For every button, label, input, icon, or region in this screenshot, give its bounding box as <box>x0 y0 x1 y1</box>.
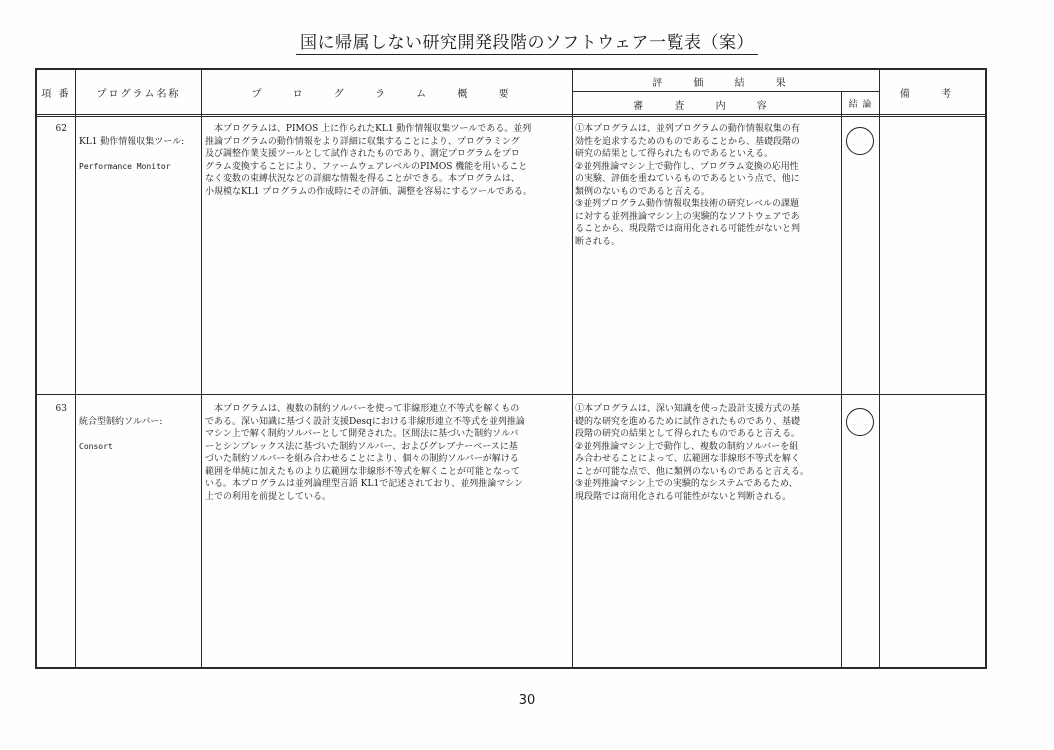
row-63-item-no: 63 <box>55 404 67 414</box>
row-62-name-en: Performance Monitor <box>79 161 171 171</box>
header-program-name: プログラム名称 <box>96 89 181 100</box>
row-63-name-jp: 統合型制約ソルバー: <box>79 416 163 427</box>
row-63-conclusion-circle <box>846 408 874 436</box>
row-62-program-name <box>79 123 201 186</box>
header-evaluation: 評 価 結 果 <box>652 78 800 89</box>
table-border-bottom <box>35 667 987 669</box>
row-62-name-jp: KL1 動作情報収集ツール: <box>79 136 185 147</box>
header-remarks: 備 考 <box>899 89 966 100</box>
header-review: 審 査 内 容 <box>633 101 781 112</box>
row-63-review: ①本プログラムは、深い知識を使った設計支援方式の基 礎的な研究を進めるために試作されたものであり、基礎 段階の研究の結果として得られたものであると言える。 ②並列推論マシン上で動作し、複数の制約ソルバーを組 み合わせることによって、広範囲な非線形不等式を解く ことが可能な点で、他に類例のないものであると言える。 ③並列推論マシン上での実験的なシステムであるため、 現段階では商用化される可能性がないと判断される。 <box>575 404 809 502</box>
page-number: 30 <box>518 693 536 708</box>
header-overview: プ ロ グ ラ ム 概 要 <box>251 89 523 100</box>
row-63-name-en: Consort <box>79 441 113 451</box>
col-divider-name <box>75 68 76 669</box>
header-divider-bottom <box>35 114 987 115</box>
col-divider-conclusion <box>841 91 842 669</box>
row-62-conclusion-circle <box>846 127 874 155</box>
col-divider-review <box>572 68 573 669</box>
header-conclusion: 結 論 <box>848 100 873 110</box>
header-divider-eval <box>572 91 879 92</box>
document-title <box>0 28 1054 53</box>
row-63-program-name <box>79 403 201 466</box>
row-63-overview: 本プログラムは、複数の制約ソルバーを使って非線形連立不等式を解くもの である。深い知識に基づく設計支援Desqにおける非線形連立不等式を並列推論 マシン上で解く制約ソルバーとして開発された。区間法に基づいた制約ソルバ ーとシンプレックス法に基づいた制約ソルバー、およびグレブナーベースに基 づいた制約ソルバーを組み合わせることにより、個々の制約ソルバーが解ける 範囲を単純に加えたものより広範囲な非線形不等式を解くことが可能となって いる。本プログラムは並列論理型言語 KL1で記述されており、並列推論マシン 上での利用を前提としている。 <box>205 404 525 502</box>
row-62-overview: 本プログラムは、PIMOS 上に作られたKL1 動作情報収集ツールである。並列 推論プログラムの動作情報をより詳細に収集することにより、プログラミング 及び調整作業支援ツールとして試作されたものであり、測定プログラムをプロ グラム変換することにより、ファームウェアレベルのPIMOS 機能を用いること なく変数の束縛状況などの詳細な情報を得ることができる。本プログラムは、 小規模なKL1 プログラムの作成時にその評価、調整を容易にするツールである。 <box>205 124 532 197</box>
table-border-left <box>35 68 37 669</box>
table-border-right <box>985 68 987 669</box>
row-divider <box>35 394 987 395</box>
header-divider-bottom-double <box>35 116 987 117</box>
software-table <box>35 68 987 669</box>
document-title-text: 国に帰属しない研究開発段階のソフトウェア一覧表（案） <box>296 33 758 55</box>
col-divider-remarks <box>879 68 880 669</box>
table-border-top <box>35 68 987 70</box>
header-item-no: 項 番 <box>41 89 71 100</box>
row-62-review: ①本プログラムは、並列プログラムの動作情報収集の有 効性を追求するためのものであることから、基礎段階の 研究の結果として得られたものであるといえる。 ②並列推論マシン上で動作し、プログラム変換の応用性 の実験、評価を重ねているものであるという点で、他に 類例のないものであると言える。 ③並列プログラム動作情報収集技術の研究レベルの課題 に対する並列推論マシン上の実験的なソフトウェアであ ることから、現段階では商用化される可能性がないと判 断される。 <box>575 124 801 247</box>
col-divider-overview <box>201 68 202 669</box>
row-62-item-no: 62 <box>55 124 67 134</box>
